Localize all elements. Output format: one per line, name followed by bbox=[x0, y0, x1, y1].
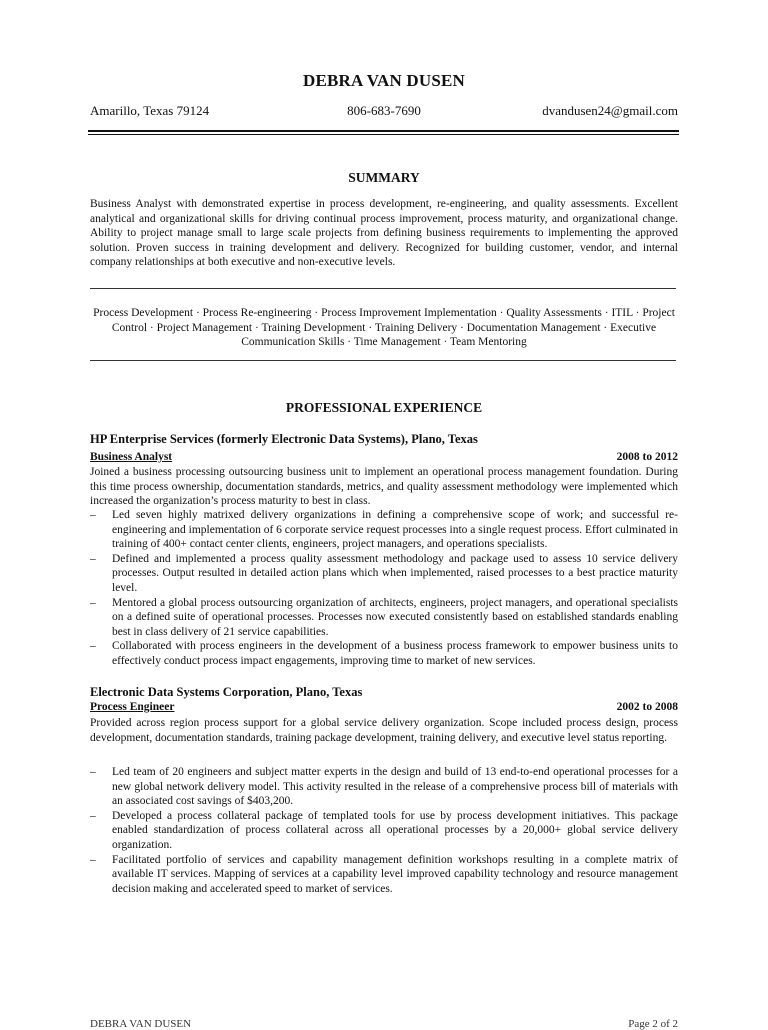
job-dates: 2008 to 2012 bbox=[616, 451, 678, 463]
job-bullets bbox=[90, 765, 678, 896]
dash-icon: – bbox=[90, 640, 96, 653]
job-description: Provided across region process support for a global service delivery organization. Scope included process design, process development, documentation standards, training package development, training delivery, and executive level status reporting. bbox=[90, 717, 678, 744]
dash-icon: – bbox=[90, 596, 96, 609]
contact-city: Amarillo, Texas 79124 bbox=[90, 103, 210, 118]
bullet-item bbox=[90, 809, 678, 853]
bullet-item bbox=[90, 639, 678, 668]
bullet-text: Mentored a global process outsourcing organization of architects, engineers, project managers, and operational specialists on a defined suite of operational processes. Processes now executed consistently based on established standards enabling best in class delivery of 21 service capabilities. bbox=[112, 596, 678, 638]
summary-text: Business Analyst with demonstrated expertise in process development, re-engineering, and quality assessments. Excellent analytical and organizational skills for driving continual process improvement, process maturity, and organizational change. Ability to project manage small to large scale projects from defining business requirements to implementing the approved solution. Proven success in training development and delivery. Recognized for building customer, vendor, and internal company relationships at both executive and non-executive levels. bbox=[90, 198, 678, 269]
job-title: Process Engineer bbox=[90, 701, 175, 713]
company-name: HP Enterprise Services (formerly Electronic Data Systems), Plano, Texas bbox=[90, 432, 478, 446]
job-description: Joined a business processing outsourcing business unit to implement an operational process management foundation. During this time process ownership, documentation standards, metrics, and quality assessment methodology were implemented which increased the organization’s process maturity to best in class. bbox=[90, 466, 678, 508]
bullet-text: Led team of 20 engineers and subject matter experts in the design and build of 13 end-to-end operational processes for a new global network delivery model. This activity resulted in the release of a comprehensive process bill of materials with an associated cost savings of $403,200. bbox=[112, 766, 678, 808]
job-dates: 2002 to 2008 bbox=[616, 701, 678, 713]
header-rule-thick bbox=[88, 130, 679, 132]
skills-divider-bottom bbox=[90, 360, 676, 361]
bullet-text: Collaborated with process engineers in the development of a business process framework to empower business units to effectively conduct process impact engagements, improving time to market of new services. bbox=[112, 640, 678, 667]
bullet-text: Developed a process collateral package of templated tools for use by process development initiatives. This package enabled standardization of process collateral across all operational processes by a 20,000+ global service delivery organization. bbox=[112, 809, 678, 851]
dash-icon: – bbox=[90, 809, 96, 822]
bullet-item bbox=[90, 552, 678, 596]
job-title: Business Analyst bbox=[90, 451, 173, 463]
company-name: Electronic Data Systems Corporation, Plano, Texas bbox=[90, 685, 363, 699]
summary-heading: SUMMARY bbox=[348, 170, 420, 185]
bullet-item bbox=[90, 596, 678, 640]
bullet-text: Led seven highly matrixed delivery organizations in defining a comprehensive scope of work; and successful re-engineering and implementation of 6 corporate service request processes into a single request process. Effort culminated in training of 400+ contact center clients, engineers, project managers, and operations specialists. bbox=[112, 509, 678, 551]
bullet-text: Defined and implemented a process quality assessment methodology and package used to assess 10 service delivery processes. Output resulted in detailed action plans which when implemented, raised processes to a best practice maturity level. bbox=[112, 552, 678, 594]
footer-page-number: Page 2 of 2 bbox=[628, 1018, 678, 1030]
contact-email: dvandusen24@gmail.com bbox=[542, 103, 678, 118]
dash-icon: – bbox=[90, 766, 96, 778]
bullet-item bbox=[90, 508, 678, 552]
header-rule-thin bbox=[88, 134, 679, 135]
dash-icon: – bbox=[90, 552, 96, 565]
bullet-text: Facilitated portfolio of services and capability management definition workshops resulting in a complete matrix of available IT services. Mapping of services at a capability level improved capability technology and resource management decision making and accelerated speed to market of services. bbox=[112, 853, 678, 895]
candidate-name: DEBRA VAN DUSEN bbox=[302, 71, 466, 90]
skills-divider-top bbox=[90, 288, 676, 289]
footer-name: DEBRA VAN DUSEN bbox=[90, 1018, 192, 1030]
job-role-row bbox=[90, 451, 678, 463]
dash-icon: – bbox=[90, 509, 96, 521]
contact-phone: 806-683-7690 bbox=[347, 103, 421, 118]
job-bullets bbox=[90, 508, 678, 669]
bullet-item bbox=[90, 853, 678, 897]
skills-list: Process Development · Process Re-engineering · Process Improvement Implementation · Quality Assessments · ITIL · Project Control · Project Management · Training Development · Training Delivery · Documentation Management · Executive Communication Skills · Time Management · Team Mentoring bbox=[93, 307, 675, 349]
bullet-item bbox=[90, 765, 678, 809]
experience-heading: PROFESSIONAL EXPERIENCE bbox=[285, 400, 483, 415]
dash-icon: – bbox=[90, 853, 96, 866]
job-role-row bbox=[90, 701, 678, 713]
